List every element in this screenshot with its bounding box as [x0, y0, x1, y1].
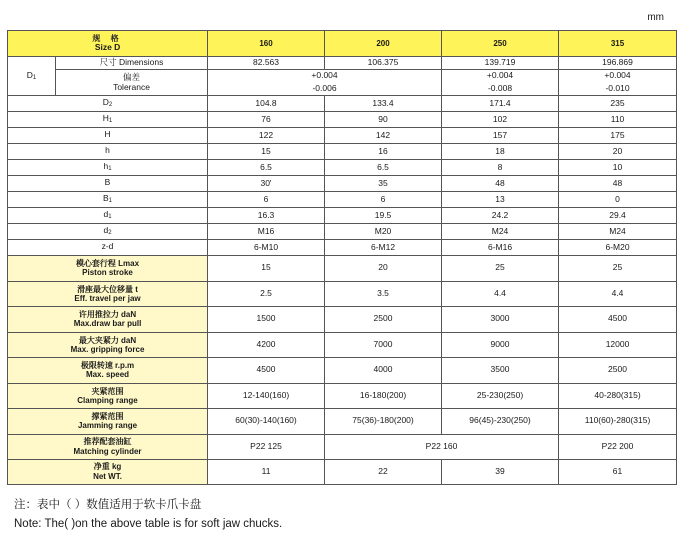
table-row — [8, 383, 677, 409]
spec-value: 3.5 — [325, 281, 442, 307]
row-value: 15 — [208, 144, 325, 160]
row-value: 6.5 — [325, 160, 442, 176]
row-value: M24 — [559, 224, 677, 240]
row-value: 122 — [208, 128, 325, 144]
row-value: M20 — [325, 224, 442, 240]
spec-value: 110(60)-280(315) — [559, 409, 677, 435]
row-value: 235 — [559, 96, 677, 112]
row-value: 76 — [208, 112, 325, 128]
row-value: 10 — [559, 160, 677, 176]
tolerance-label: 偏差 Tolerance — [56, 70, 208, 96]
dimensions-label: 尺寸 Dimensions — [56, 57, 208, 70]
spec-value: 25 — [559, 256, 677, 282]
row-label: d2 — [8, 224, 208, 240]
weight-value: 39 — [442, 459, 559, 484]
table-row — [8, 256, 677, 282]
tol-upper-315: +0.004 — [559, 70, 677, 83]
row-label: H — [8, 128, 208, 144]
row-value: 175 — [559, 128, 677, 144]
spec-label: 撑紧范围 Jamming range — [8, 409, 208, 435]
row-label: d1 — [8, 208, 208, 224]
spec-value: 2.5 — [208, 281, 325, 307]
unit-label: mm — [647, 12, 664, 23]
spec-value: 7000 — [325, 332, 442, 358]
spec-value: 16-180(200) — [325, 383, 442, 409]
size-label-en: Size — [94, 42, 112, 53]
row-label: D2 — [8, 96, 208, 112]
d1-dimensions-row — [8, 57, 677, 70]
cylinder-200-250: P22 160 — [325, 434, 559, 459]
cylinder-315: P22 200 — [559, 434, 677, 459]
spec-value: 2500 — [325, 307, 442, 333]
tolerance-row-upper — [8, 70, 677, 83]
d1-dim-200: 106.375 — [325, 57, 442, 70]
row-value: 142 — [325, 128, 442, 144]
size-col-250: 250 — [442, 31, 559, 57]
row-value: 6-M10 — [208, 240, 325, 256]
table-row — [8, 224, 677, 240]
table-row — [8, 160, 677, 176]
weight-row — [8, 459, 677, 484]
spec-value: 20 — [325, 256, 442, 282]
table-row — [8, 128, 677, 144]
spec-value: 4.4 — [442, 281, 559, 307]
row-value: 19.5 — [325, 208, 442, 224]
spec-value: 3500 — [442, 358, 559, 384]
spec-value: 4.4 — [559, 281, 677, 307]
size-col-315: 315 — [559, 31, 677, 57]
spec-value: 4500 — [208, 358, 325, 384]
spec-label: 许用推拉力 daN Max.draw bar pull — [8, 307, 208, 333]
notes — [14, 496, 282, 534]
row-value: 20 — [559, 144, 677, 160]
tol-lower-250: -0.008 — [442, 83, 559, 96]
table-row — [8, 112, 677, 128]
weight-value: 61 — [559, 459, 677, 484]
spec-value: 3000 — [442, 307, 559, 333]
d1-dim-160: 82.563 — [208, 57, 325, 70]
row-value: 0 — [559, 192, 677, 208]
tol-upper-160-200: +0.004 — [208, 70, 442, 83]
spec-label: 最大夹紧力 daN Max. gripping force — [8, 332, 208, 358]
row-value: 16.3 — [208, 208, 325, 224]
row-value: 30' — [208, 176, 325, 192]
row-value: 6.5 — [208, 160, 325, 176]
spec-value: 25-230(250) — [442, 383, 559, 409]
spec-value: 12000 — [559, 332, 677, 358]
row-value: M24 — [442, 224, 559, 240]
table-row — [8, 240, 677, 256]
row-value: 35 — [325, 176, 442, 192]
row-value: 104.8 — [208, 96, 325, 112]
spec-value: 12-140(160) — [208, 383, 325, 409]
spec-value: 75(36)-180(200) — [325, 409, 442, 435]
row-value: 48 — [442, 176, 559, 192]
table-row — [8, 144, 677, 160]
weight-value: 11 — [208, 459, 325, 484]
spec-value: 60(30)-140(160) — [208, 409, 325, 435]
row-value: 6-M16 — [442, 240, 559, 256]
row-value: 133.4 — [325, 96, 442, 112]
tol-lower-160-200: -0.006 — [208, 83, 442, 96]
row-value: 48 — [559, 176, 677, 192]
spec-label: 滑座最大位移量 t Eff. travel per jaw — [8, 281, 208, 307]
table-row — [8, 96, 677, 112]
note-en: Note: The( )on the above table is for soft jaw chucks. — [14, 518, 283, 530]
row-label: H1 — [8, 112, 208, 128]
size-symbol: D — [114, 42, 121, 53]
d1-dim-315: 196.869 — [559, 57, 677, 70]
row-value: M16 — [208, 224, 325, 240]
row-value: 6-M20 — [559, 240, 677, 256]
table-row — [8, 307, 677, 333]
row-value: 171.4 — [442, 96, 559, 112]
spec-value: 4500 — [559, 307, 677, 333]
spec-value: 15 — [208, 256, 325, 282]
spec-value: 4200 — [208, 332, 325, 358]
size-header-cell — [8, 31, 208, 57]
row-value: 29.4 — [559, 208, 677, 224]
spec-table — [7, 30, 677, 485]
spec-value: 9000 — [442, 332, 559, 358]
spec-value: 1500 — [208, 307, 325, 333]
row-value: 16 — [325, 144, 442, 160]
spec-value: 4000 — [325, 358, 442, 384]
header-row — [8, 31, 677, 57]
table-row — [8, 332, 677, 358]
spec-label: 模心套行程 Lmax Piston stroke — [8, 256, 208, 282]
spec-value: 40-280(315) — [559, 383, 677, 409]
d1-label: D1 — [8, 57, 56, 96]
row-value: 13 — [442, 192, 559, 208]
row-value: 6-M12 — [325, 240, 442, 256]
size-col-200: 200 — [325, 31, 442, 57]
tol-upper-250: +0.004 — [442, 70, 559, 83]
row-value: 24.2 — [442, 208, 559, 224]
table-row — [8, 208, 677, 224]
spec-value: 96(45)-230(250) — [442, 409, 559, 435]
row-value: 90 — [325, 112, 442, 128]
table-row — [8, 281, 677, 307]
row-value: 6 — [208, 192, 325, 208]
spec-label: 净重 kg Net WT. — [8, 459, 208, 484]
row-label: B1 — [8, 192, 208, 208]
row-value: 110 — [559, 112, 677, 128]
table-row — [8, 192, 677, 208]
cylinder-row — [8, 434, 677, 459]
row-value: 18 — [442, 144, 559, 160]
size-label-cn: 规 格 — [92, 34, 123, 44]
d1-dim-250: 139.719 — [442, 57, 559, 70]
row-value: 6 — [325, 192, 442, 208]
row-value: 8 — [442, 160, 559, 176]
table-row — [8, 409, 677, 435]
spec-value: 25 — [442, 256, 559, 282]
spec-label: 极限转速 r.p.m Max. speed — [8, 358, 208, 384]
row-label: B — [8, 176, 208, 192]
row-label: h1 — [8, 160, 208, 176]
size-col-160: 160 — [208, 31, 325, 57]
table-row — [8, 176, 677, 192]
table-row — [8, 358, 677, 384]
spec-value: 2500 — [559, 358, 677, 384]
row-value: 102 — [442, 112, 559, 128]
row-label: h — [8, 144, 208, 160]
spec-label: 推荐配套油缸 Matching cylinder — [8, 434, 208, 459]
tol-lower-315: -0.010 — [559, 83, 677, 96]
row-value: 157 — [442, 128, 559, 144]
spec-label: 夹紧范围 Clamping range — [8, 383, 208, 409]
note-cn: 注：表中（ ）数值适用于软卡爪卡盘 — [14, 499, 202, 511]
weight-value: 22 — [325, 459, 442, 484]
cylinder-160: P22 125 — [208, 434, 325, 459]
row-label: z-d — [8, 240, 208, 256]
